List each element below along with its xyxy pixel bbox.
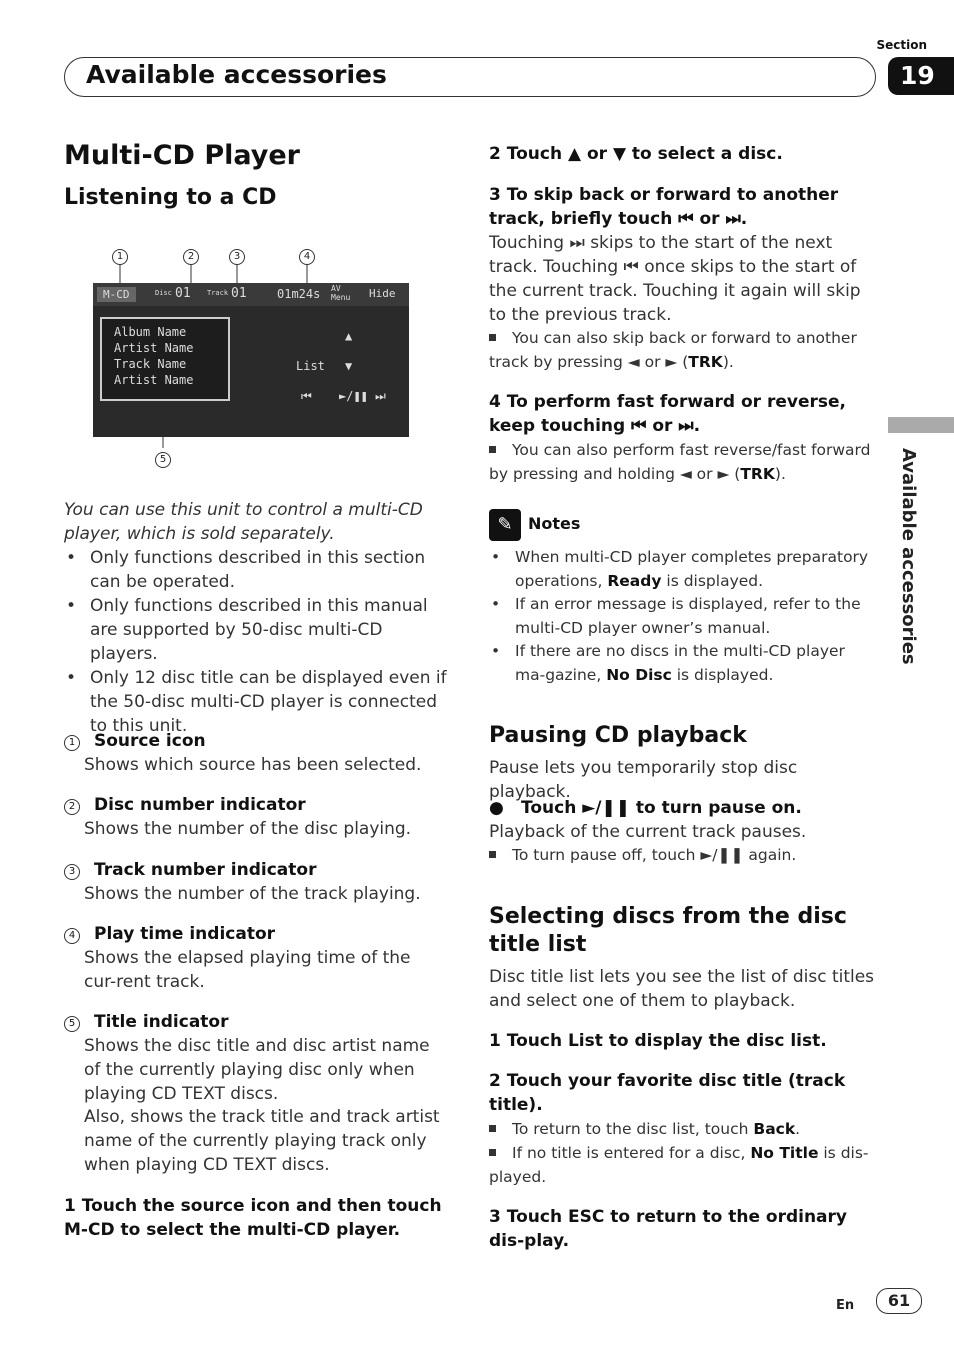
intro-bullets bbox=[64, 546, 454, 738]
selecting-text: Disc title list lets you see the list of disc titles and select one of them to playback. bbox=[489, 967, 875, 1011]
selecting-step-3: 3 Touch ESC to return to the ordinary dis-play. bbox=[489, 1207, 847, 1251]
item-2-heading: 2 Disc number indicator bbox=[64, 793, 306, 817]
cd-display-illustration bbox=[93, 283, 409, 437]
disc-number: 01 bbox=[175, 286, 191, 301]
title-indicator-box bbox=[100, 317, 230, 401]
source-icon[interactable]: M-CD bbox=[97, 287, 136, 302]
subheading-listening: Listening to a CD bbox=[64, 185, 277, 210]
pausing-step: ● Touch ►/❚❚ to turn pause on. bbox=[489, 798, 802, 818]
title-line: Artist Name bbox=[114, 373, 194, 387]
next-track-icon[interactable]: ⏭ bbox=[375, 389, 386, 403]
step-3-text: Touching ⏭ skips to the start of the next track. Touching ⏮ once skips to the start of the current track. Touching it again will skip to the previous track. bbox=[489, 233, 861, 325]
intro-text: You can use this unit to control a multi-CD player, which is sold separately. bbox=[64, 500, 423, 544]
callout-2: 2 bbox=[183, 246, 199, 265]
selecting-step-2: 2 Touch your favorite disc title (track title). bbox=[489, 1071, 846, 1115]
bullet-item: • Only functions described in this manual are supported by 50-disc multi-CD players. bbox=[64, 594, 454, 666]
note-item: • If there are no discs in the multi-CD player ma-gazine, No Disc is displayed. bbox=[489, 640, 879, 687]
selecting-note-2: If no title is entered for a disc, No Title is dis-played. bbox=[489, 1144, 869, 1186]
title-line: Artist Name bbox=[114, 341, 194, 355]
note-item: • When multi-CD player completes preparatory operations, Ready is displayed. bbox=[489, 546, 879, 593]
item-4-text: Shows the elapsed playing time of the cur-rent track. bbox=[84, 948, 411, 992]
header-title: Available accessories bbox=[86, 60, 387, 89]
heading-selecting: Selecting discs from the disc title list bbox=[489, 904, 847, 957]
selecting-note-1: To return to the disc list, touch Back. bbox=[489, 1118, 879, 1142]
step-4-note: You can also perform fast reverse/fast forward by pressing and holding ◄ or ► (TRK). bbox=[489, 441, 871, 483]
callout-3: 3 bbox=[229, 246, 245, 265]
title-line: Album Name bbox=[114, 325, 187, 339]
step-3-note: You can also skip back or forward to another track by pressing ◄ or ► (TRK). bbox=[489, 329, 857, 371]
step-1: 1 Touch the source icon and then touch M-CD to select the multi-CD player. bbox=[64, 1196, 442, 1240]
prev-track-icon[interactable]: ⏮ bbox=[301, 389, 312, 403]
page-title: Multi-CD Player bbox=[64, 140, 300, 171]
list-button[interactable]: List bbox=[296, 359, 325, 373]
up-arrow-icon[interactable]: ▲ bbox=[345, 329, 353, 343]
item-5-text: Shows the disc title and disc artist name of the currently playing disc only when playing CD TEXT discs. bbox=[84, 1036, 430, 1104]
step-3: 3 To skip back or forward to another track, briefly touch ⏮ or ⏭. bbox=[489, 185, 839, 229]
bullet-item: • Only 12 disc title can be displayed even if the 50-disc multi-CD player is connected to this unit. bbox=[64, 666, 454, 738]
item-3-heading: 3 Track number indicator bbox=[64, 858, 316, 882]
callout-5: 5 bbox=[155, 449, 171, 468]
down-arrow-icon[interactable]: ▼ bbox=[345, 359, 353, 373]
page-number: 61 bbox=[876, 1288, 922, 1314]
section-number: 19 bbox=[888, 57, 954, 95]
disc-label: Disc bbox=[155, 289, 172, 297]
notes-pencil-icon: ✎ bbox=[489, 509, 521, 541]
notes-heading: Notes bbox=[528, 514, 581, 533]
section-label: Section bbox=[876, 38, 927, 52]
heading-pausing: Pausing CD playback bbox=[489, 723, 747, 748]
side-label-text: Available accessories bbox=[898, 448, 919, 665]
pausing-text: Pause lets you temporarily stop disc playback. bbox=[489, 758, 798, 802]
selecting-step-1: 1 Touch List to display the disc list. bbox=[489, 1031, 827, 1051]
av-menu-button[interactable]: AV Menu bbox=[331, 284, 351, 302]
item-3-text: Shows the number of the track playing. bbox=[84, 884, 421, 904]
note-item: • If an error message is displayed, refer to the multi-CD player owner’s manual. bbox=[489, 593, 879, 640]
item-5-text-2: Also, shows the track title and track artist name of the currently playing track only when playing CD TEXT discs. bbox=[84, 1107, 440, 1175]
hide-button[interactable]: Hide bbox=[369, 287, 396, 300]
step-2: 2 Touch ▲ or ▼ to select a disc. bbox=[489, 144, 783, 164]
track-number: 01 bbox=[231, 286, 247, 301]
callout-4: 4 bbox=[299, 246, 315, 265]
item-4-heading: 4 Play time indicator bbox=[64, 922, 275, 946]
step-4: 4 To perform fast forward or reverse, keep touching ⏮ or ⏭. bbox=[489, 392, 846, 436]
item-2-text: Shows the number of the disc playing. bbox=[84, 819, 412, 839]
display-top-bar bbox=[93, 283, 409, 306]
track-label: Track bbox=[207, 289, 229, 297]
item-5-heading: 5 Title indicator bbox=[64, 1010, 229, 1034]
play-time: 01m24s bbox=[277, 287, 321, 301]
pausing-result: Playback of the current track pauses. bbox=[489, 822, 807, 842]
notes-list bbox=[489, 546, 879, 687]
language-label: En bbox=[836, 1298, 855, 1313]
pausing-note: To turn pause off, touch ►/❚❚ again. bbox=[489, 844, 879, 868]
title-line: Track Name bbox=[114, 357, 187, 371]
item-1-heading: 1 Source icon bbox=[64, 729, 206, 753]
item-1-text: Shows which source has been selected. bbox=[84, 755, 422, 775]
callout-1: 1 bbox=[112, 246, 128, 265]
play-pause-icon[interactable]: ►/❚❚ bbox=[339, 389, 368, 403]
bullet-item: • Only functions described in this section can be operated. bbox=[64, 546, 454, 594]
